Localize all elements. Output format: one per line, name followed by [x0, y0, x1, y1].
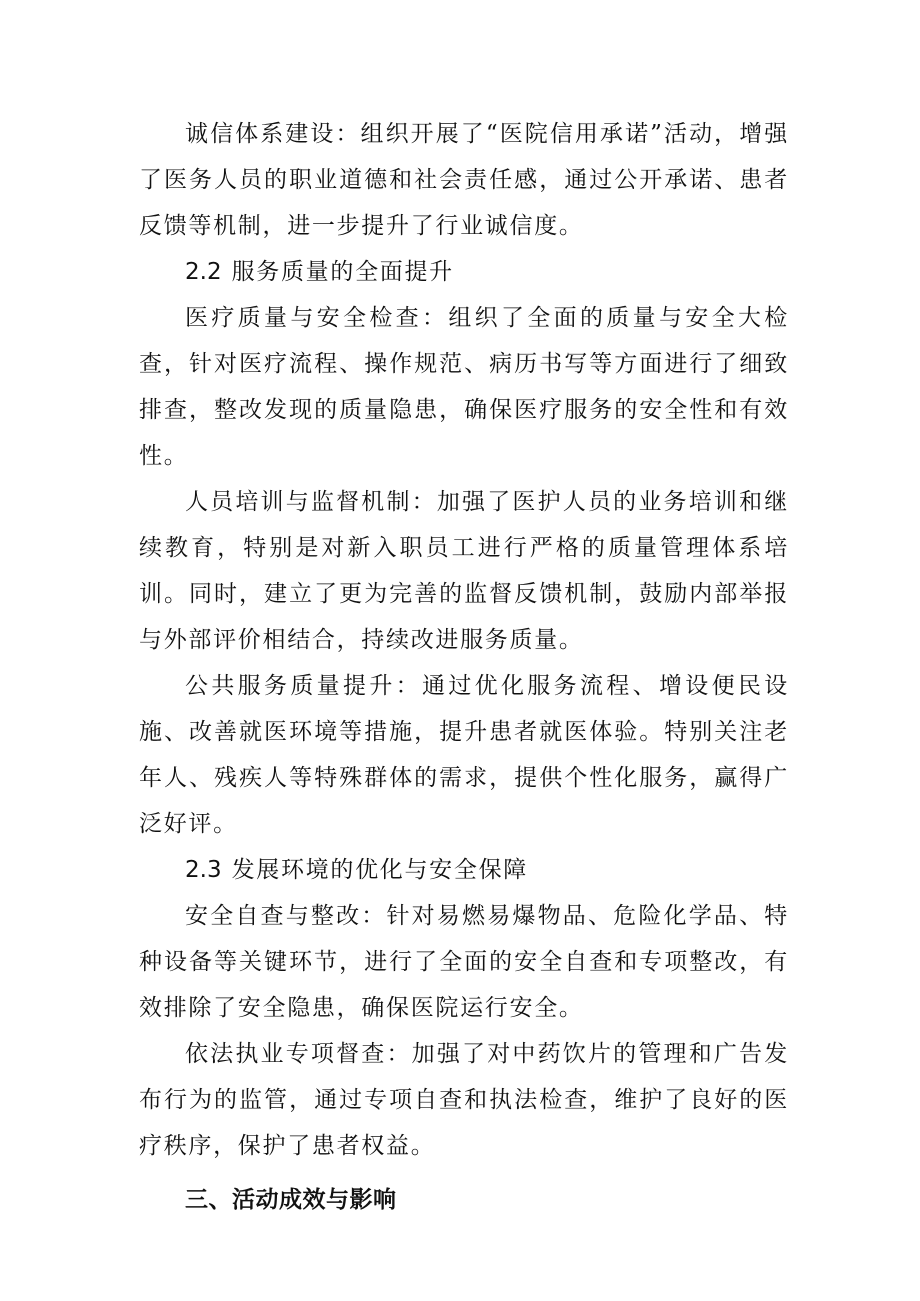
section-number: 2.2 — [185, 259, 222, 285]
paragraph-public-service: 公共服务质量提升：通过优化服务流程、增设便民设施、改善就医环境等措施，提升患者就医体验。特别关注老年人、残疾人等特殊群体的需求，提供个性化服务，赢得广泛好评。 — [139, 673, 789, 837]
section-title: 服务质量的全面提升 — [231, 259, 454, 285]
section-heading-2-2 — [139, 249, 789, 295]
document-body — [139, 111, 789, 1223]
paragraph-staff-training: 人员培训与监督机制：加强了医护人员的业务培训和继续教育，特别是对新入职员工进行严格的质量管理体系培训。同时，建立了更为完善的监督反馈机制，鼓励内部举报与外部评价相结合，持续改进服务质量。 — [139, 489, 789, 653]
paragraph-safety-inspection: 安全自查与整改：针对易燃易爆物品、危险化学品、特种设备等关键环节，进行了全面的安全自查和专项整改，有效排除了安全隐患，确保医院运行安全。 — [139, 903, 789, 1021]
paragraph-quality-safety-check: 医疗质量与安全检查：组织了全面的质量与安全大检查，针对医疗流程、操作规范、病历书写等方面进行了细致排查，整改发现的质量隐患，确保医疗服务的安全性和有效性。 — [139, 305, 789, 469]
section-heading-2-3 — [139, 847, 789, 893]
section-number: 2.3 — [185, 857, 222, 883]
section-heading-3: 三、活动成效与影响 — [185, 1187, 397, 1213]
section-title: 发展环境的优化与安全保障 — [231, 857, 528, 883]
paragraph-integrity-system: 诚信体系建设：组织开展了“医院信用承诺”活动，增强了医务人员的职业道德和社会责任感，通过公开承诺、患者反馈等机制，进一步提升了行业诚信度。 — [139, 121, 789, 239]
paragraph-legal-practice: 依法执业专项督查：加强了对中药饮片的管理和广告发布行为的监管，通过专项自查和执法检查，维护了良好的医疗秩序，保护了患者权益。 — [139, 1041, 789, 1159]
